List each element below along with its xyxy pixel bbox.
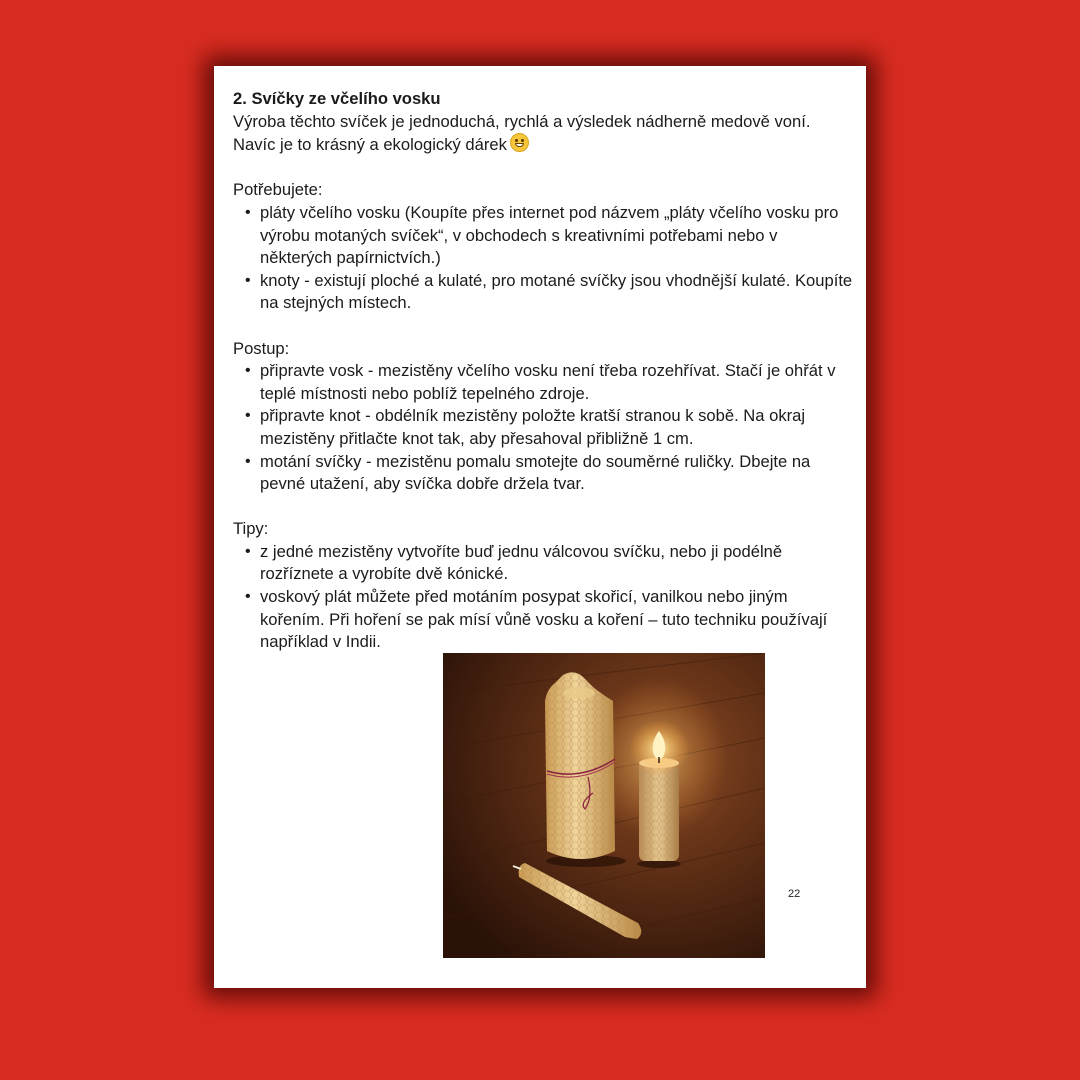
list-item: • voskový plát můžete před motáním posypat skořicí, vanilkou nebo jiným kořením. Při hoření se pak mísí vůně vosku a koření – tuto techniku používají například v Indii. — [260, 586, 853, 654]
needs-heading: Potřebujete: — [233, 180, 323, 200]
procedure-heading: Postup: — [233, 338, 290, 358]
page-number: 22 — [788, 888, 801, 900]
grinning-face-icon — [510, 133, 529, 152]
procedure-list — [233, 360, 853, 496]
needs-list — [233, 202, 853, 315]
document-page — [214, 66, 866, 988]
tips-heading: Tipy: — [233, 519, 269, 539]
intro-line-1: Výroba těchto svíček je jednoduchá, rychlá a výsledek nádherně medově voní. — [233, 111, 811, 131]
list-item: • z jedné mezistěny vytvoříte buď jednu válcovou svíčku, nebo ji podélně rozříznete a vyrobíte dvě kónické. — [260, 541, 853, 586]
list-item: • knoty - existují ploché a kulaté, pro motané svíčky jsou vhodnější kulaté. Koupíte na stejných místech. — [260, 270, 853, 315]
page-content — [233, 88, 853, 654]
intro-line-2-text: Navíc je to krásný a ekologický dárek — [233, 135, 507, 155]
section-title: 2. Svíčky ze včelího vosku — [233, 89, 441, 108]
tips-list — [233, 541, 853, 654]
list-item: • pláty včelího vosku (Koupíte přes internet pod názvem „pláty včelího vosku pro výrobu motaných svíček“, v obchodech s kreativními potřebami nebo v některých papírnictvích.) — [260, 202, 853, 270]
list-item: • připravte knot - obdélník mezistěny položte kratší stranou k sobě. Na okraj mezistěny přitlačte knot tak, aby přesahoval přibližně 1 cm. — [260, 405, 853, 450]
intro-line-2 — [233, 133, 853, 157]
list-item: • motání svíčky - mezistěnu pomalu smotejte do souměrné ruličky. Dbejte na pevné utažení, aby svíčka dobře držela tvar. — [260, 451, 853, 496]
candles-photo — [443, 653, 765, 958]
candles-illustration — [443, 653, 765, 958]
list-item: • připravte vosk - mezistěny včelího vosku není třeba rozehřívat. Stačí je ohřát v teplé místnosti nebo poblíž tepelného zdroje. — [260, 360, 853, 405]
